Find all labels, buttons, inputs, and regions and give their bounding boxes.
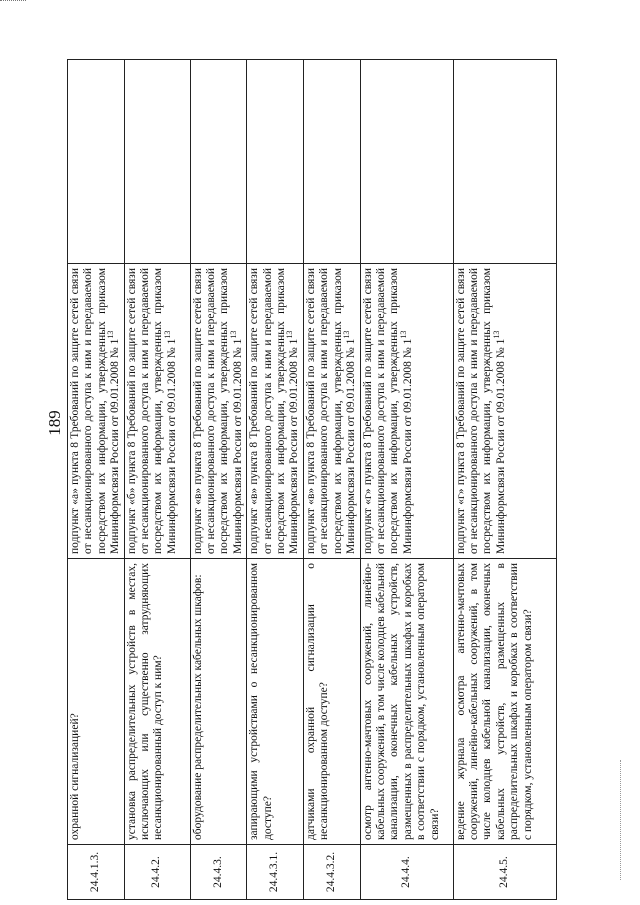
footnote-ref: 13 bbox=[106, 330, 116, 339]
legal-reference-text: подпункт «в» пункта 8 Требований по защите сетей связи от несанкционированного доступа к ним и передаваемой посредством их информации, утвержденных приказом Мининформсвязи России от 09.01.2008 № 1 bbox=[248, 268, 301, 554]
legal-reference bbox=[68, 264, 125, 559]
requirements-table bbox=[67, 59, 557, 900]
empty-cell bbox=[303, 60, 360, 264]
footnote-ref: 13 bbox=[342, 330, 352, 339]
item-number: 24.4.5. bbox=[453, 845, 556, 900]
table-row bbox=[360, 60, 453, 900]
footnote-ref: 13 bbox=[163, 330, 173, 339]
scan-mark bbox=[0, 0, 26, 13]
rotated-table-wrapper bbox=[67, 60, 534, 900]
item-description: запирающими устройствами о несанкционированном доступе? bbox=[247, 559, 304, 845]
empty-cell bbox=[247, 60, 304, 264]
footnote-ref: 13 bbox=[285, 330, 295, 339]
item-number: 24.4.3.2. bbox=[303, 845, 360, 900]
item-number: 24.4.3. bbox=[190, 845, 247, 900]
item-description: охранной сигнализацией? bbox=[68, 559, 125, 845]
legal-reference-text: подпункт «а» пункта 8 Требований по защите сетей связи от несанкционированного доступа к ним и передаваемой посредством их информации, утвержденных приказом Мининформсвязи России от 09.01.2008 № 1 bbox=[69, 268, 122, 554]
item-description: ведение журнала осмотра антенно-мачтовых сооружений, линейно-кабельных сооружений, в том числе колодцев кабельной канализации, оконечных кабельных устройств, размещенных в распределительных шкафах и коробках в соответствии с порядком, установленным оператором связи? bbox=[453, 559, 556, 845]
empty-cell bbox=[124, 60, 190, 264]
item-description: оборудование распределительных кабельных шкафов: bbox=[190, 559, 247, 845]
table-row bbox=[453, 60, 556, 900]
legal-reference-text: подпункт «б» пункта 8 Требований по защите сетей связи от несанкционированного доступа к ним и передаваемой посредством их информации, утвержденных приказом Мининформсвязи России от 09.01.2008 № 1 bbox=[125, 268, 178, 554]
legal-reference bbox=[190, 264, 247, 559]
legal-reference-text: подпункт «в» пункта 8 Требований по защите сетей связи от несанкционированного доступа к ним и передаваемой посредством их информации, утвержденных приказом Мининформсвязи России от 09.01.2008 № 1 bbox=[191, 268, 244, 554]
legal-reference bbox=[303, 264, 360, 559]
legal-reference bbox=[453, 264, 556, 559]
legal-reference-text: подпункт «г» пункта 8 Требований по защите сетей связи от несанкционированного доступа к ним и передаваемой посредством их информации, утвержденных приказом Мининформсвязи России от 09.01.2008 № 1 bbox=[361, 268, 414, 554]
legal-reference-text: подпункт «г» пункта 8 Требований по защите сетей связи от несанкционированного доступа к ним и передаваемой посредством их информации, утвержденных приказом Мининформсвязи России от 09.01.2008 № 1 bbox=[454, 268, 507, 554]
page-number: 189 bbox=[45, 410, 64, 436]
table-row bbox=[303, 60, 360, 900]
empty-cell bbox=[360, 60, 453, 264]
item-description: осмотр антенно-мачтовых сооружений, линейно-кабельных сооружений, в том числе колодцев кабельной канализации, оконечных кабельных устройств, размещенных в распределительных шкафах и коробках в соответствии с порядком, установленным оператором связи? bbox=[360, 559, 453, 845]
footnote-ref: 13 bbox=[491, 330, 501, 339]
table-row bbox=[68, 60, 125, 900]
footnote-ref: 13 bbox=[229, 330, 239, 339]
footnote-ref: 13 bbox=[398, 330, 408, 339]
table-row bbox=[190, 60, 247, 900]
legal-reference-text: подпункт «в» пункта 8 Требований по защите сетей связи от несанкционированного доступа к ним и передаваемой посредством их информации, утвержденных приказом Мининформсвязи России от 09.01.2008 № 1 bbox=[304, 268, 358, 554]
legal-reference bbox=[247, 264, 304, 559]
table-row bbox=[247, 60, 304, 900]
legal-reference bbox=[360, 264, 453, 559]
table-row bbox=[124, 60, 190, 900]
scan-edge bbox=[620, 760, 623, 880]
legal-reference bbox=[124, 264, 190, 559]
item-description: датчиками охранной сигнализации о несанкционированном доступе? bbox=[303, 559, 360, 845]
empty-cell bbox=[453, 60, 556, 264]
item-number: 24.4.4. bbox=[360, 845, 453, 900]
item-number: 24.4.3.1. bbox=[247, 845, 304, 900]
empty-cell bbox=[190, 60, 247, 264]
empty-cell bbox=[68, 60, 125, 264]
item-number: 24.4.2. bbox=[124, 845, 190, 900]
item-description: установка распределительных устройств в местах, исключающих или существенно затрудняющих несанкционированный доступ к ним? bbox=[124, 559, 190, 845]
table-body bbox=[68, 60, 557, 900]
item-number: 24.4.1.3. bbox=[68, 845, 125, 900]
